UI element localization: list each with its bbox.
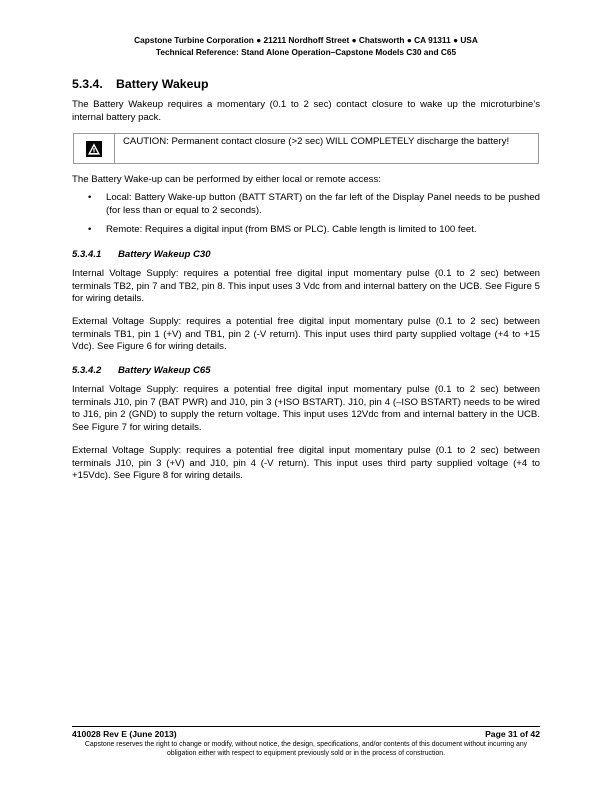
- bullet-remote: Remote: Requires a digital input (from BMS or PLC). Cable length is limited to 100 feet.: [106, 224, 477, 235]
- bullet-marker: •: [88, 192, 92, 203]
- bullet-marker: •: [88, 224, 92, 235]
- section-title: Battery Wakeup: [116, 77, 209, 91]
- c30-internal-paragraph: Internal Voltage Supply: requires a potential free digital input momentary pulse (0.1 to 2 sec) between terminals TB2, pin 7 and TB2, pin 8. This input uses 3 Vdc from and internal battery on the UCB. See Figure 5 for wiring details.: [72, 268, 540, 305]
- header-reference-line: Technical Reference: Stand Alone Operation–Capstone Models C30 and C65: [155, 47, 457, 57]
- warning-icon: [86, 141, 102, 157]
- c65-internal-paragraph: Internal Voltage Supply: requires a potential free digital input momentary pulse (0.1 to 2 sec) between terminals J10, pin 7 (BAT PWR) and J10, pin 3 (+ISO BSTART). J10, pin 4 (–ISO BSTART) needs to be wired to J16, pin 2 (GND) to supply the return voltage. This input uses 12Vdc from and internal battery in the UCB. See Figure 7 for wiring details.: [72, 384, 540, 433]
- access-intro: The Battery Wake-up can be performed by either local or remote access:: [72, 174, 381, 185]
- footer-page-number: Page 31 of 42: [485, 729, 540, 739]
- c30-external-paragraph: External Voltage Supply: requires a potential free digital input momentary pulse (0.1 to 2 sec) between terminals TB1, pin 1 (+V) and TB1, pin 2 (-V return). This input uses third party supplied voltage (+4 to +15 Vdc). See Figure 6 for wiring details.: [72, 316, 540, 353]
- caution-box: [73, 133, 539, 164]
- footer-disclaimer: Capstone reserves the right to change or modify, without notice, the design, specifications, and/or contents of this document without incurring any obligation either with respect to equipment previously sold or in the process of construction.: [84, 741, 528, 757]
- subsection-title: Battery Wakeup C30: [118, 249, 211, 260]
- section-number: 5.3.4.: [72, 77, 103, 91]
- footer-divider: [72, 726, 540, 727]
- intro-paragraph: The Battery Wakeup requires a momentary (0.1 to 2 sec) contact closure to wake up the microturbine’s internal battery pack.: [72, 99, 540, 123]
- page-header: [72, 34, 540, 58]
- footer-document-id: 410028 Rev E (June 2013): [72, 729, 177, 739]
- subsection-title: Battery Wakeup C65: [118, 365, 211, 376]
- c65-external-paragraph: External Voltage Supply: requires a potential free digital input momentary pulse (0.1 to 2 sec) between terminals J10, pin 3 (+V) and J10, pin 4 (-V return). This input uses third party supplied voltage (+4 to +15Vdc). See Figure 8 for wiring details.: [72, 445, 540, 482]
- subsection-heading-c30: [72, 249, 211, 260]
- subsection-number: 5.3.4.2: [72, 365, 102, 376]
- header-company-line: Capstone Turbine Corporation ● 21211 Nordhoff Street ● Chatsworth ● CA 91311 ● USA: [134, 35, 478, 45]
- caution-text: CAUTION: Permanent contact closure (>2 sec) WILL COMPLETELY discharge the battery!: [123, 136, 510, 147]
- subsection-heading-c65: [72, 365, 211, 376]
- bullet-local: Local: Battery Wake-up button (BATT START) on the far left of the Display Panel needs to be pushed (for less than or equal to 2 seconds).: [106, 192, 540, 216]
- subsection-number: 5.3.4.1: [72, 249, 102, 260]
- section-heading: [72, 77, 208, 91]
- caution-icon-cell: [74, 134, 115, 163]
